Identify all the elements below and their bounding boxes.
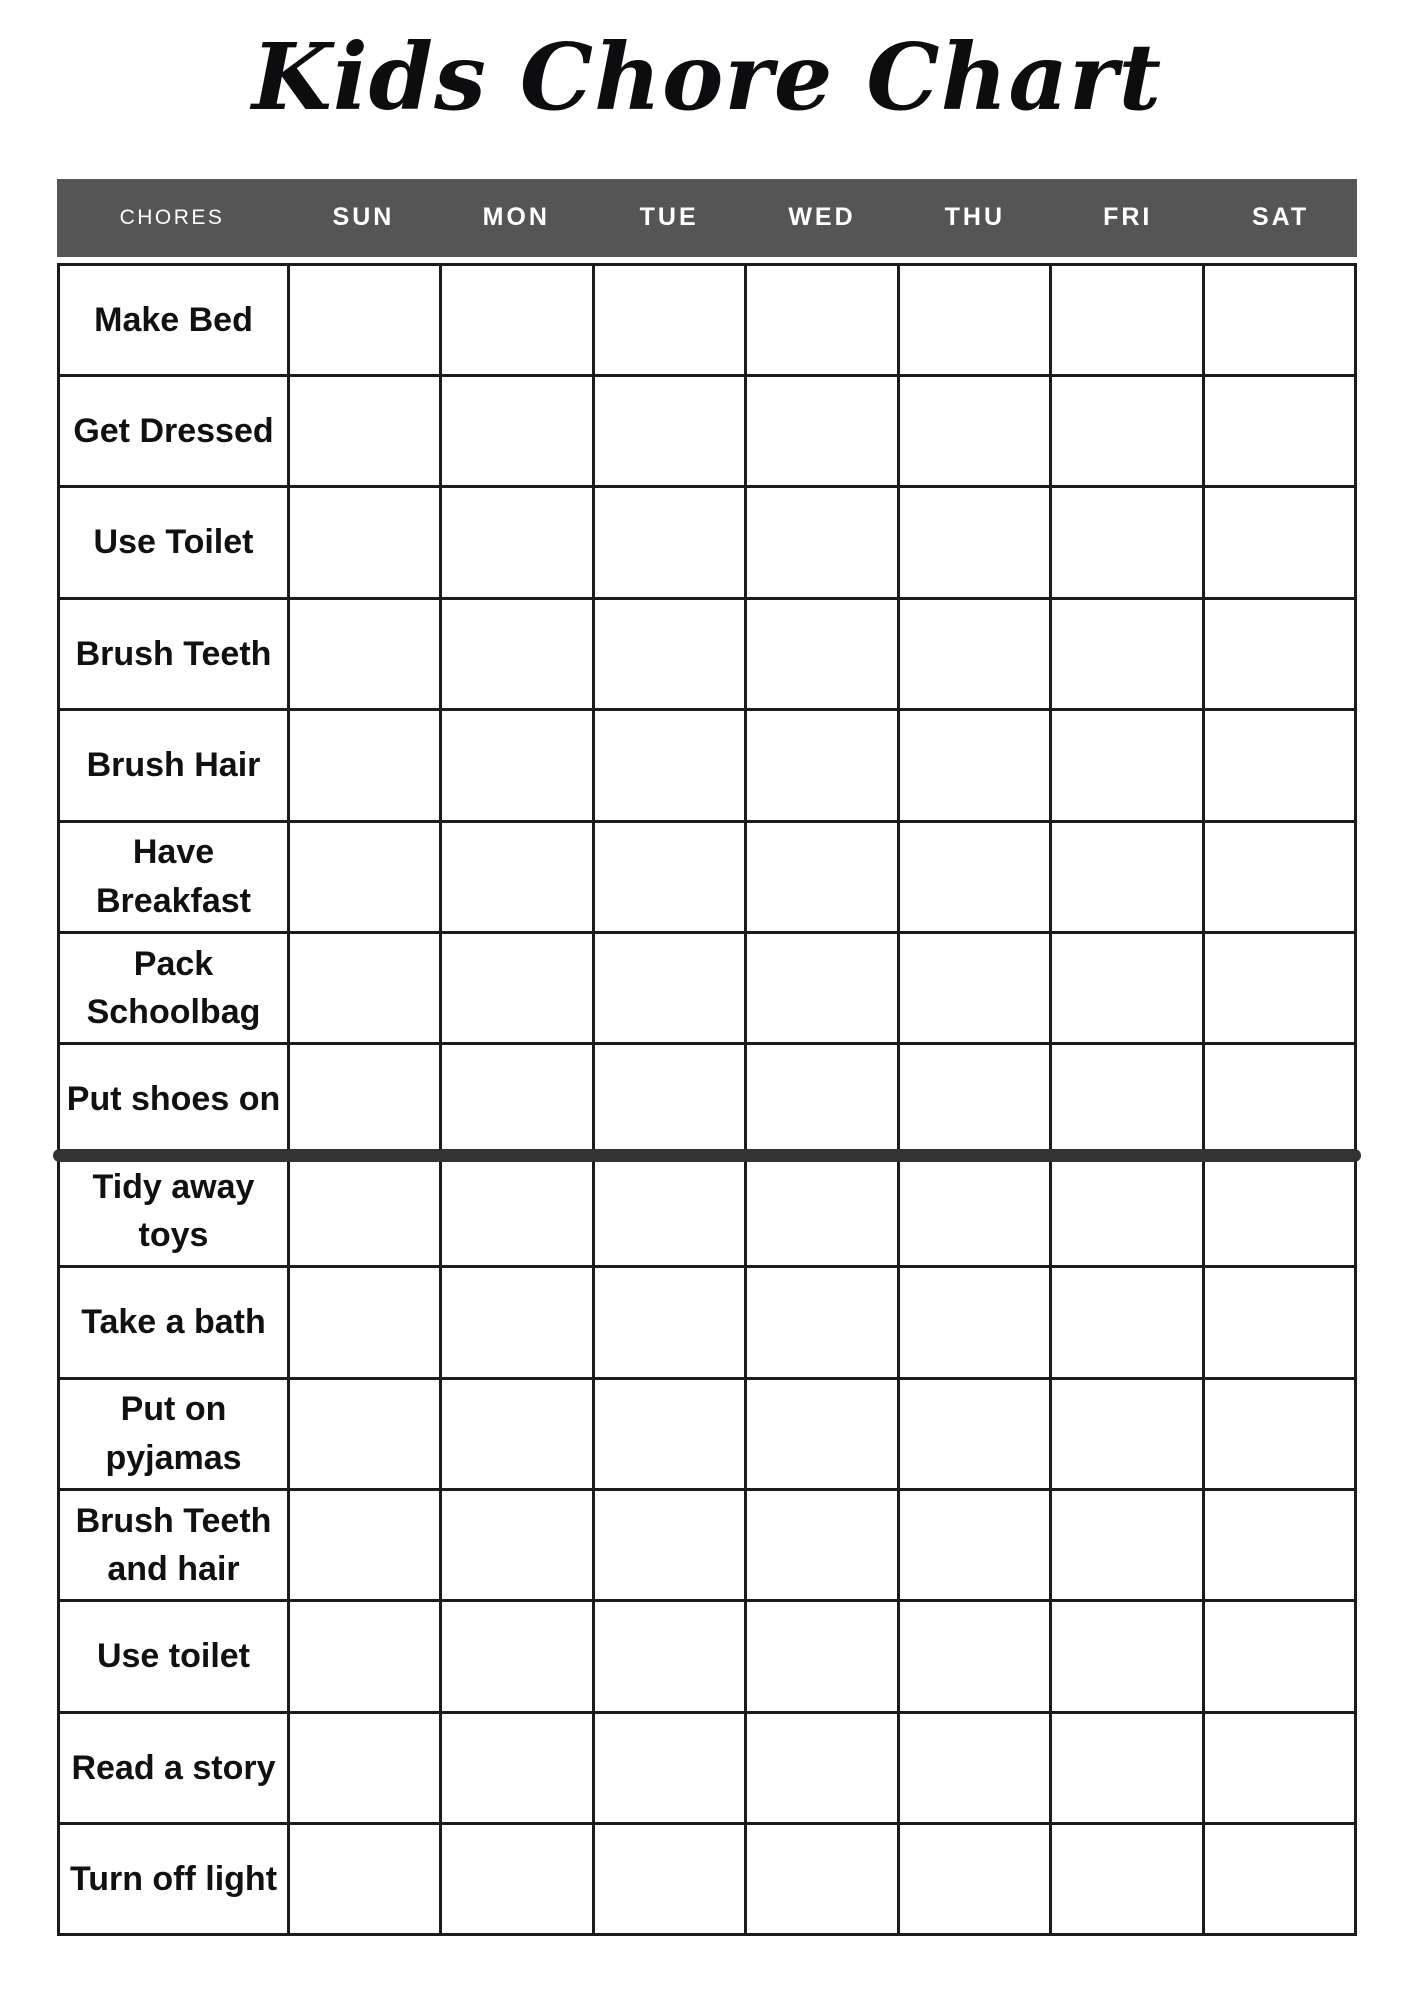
chore-label: Read a story (60, 1714, 290, 1825)
chore-cell-sun (290, 934, 442, 1045)
chore-cell-fri (1052, 1714, 1204, 1825)
chore-cell-thu (900, 488, 1052, 599)
chore-cell-mon (442, 1157, 594, 1268)
chore-label: Use Toilet (60, 488, 290, 599)
chore-cell-tue (595, 1157, 747, 1268)
chore-cell-fri (1052, 377, 1204, 488)
chore-cell-thu (900, 823, 1052, 934)
chore-cell-mon (442, 823, 594, 934)
chore-cell-wed (747, 377, 899, 488)
chore-label: Have Breakfast (60, 823, 290, 934)
chore-cell-tue (595, 934, 747, 1045)
chore-cell-thu (900, 1380, 1052, 1491)
chore-cell-sun (290, 711, 442, 822)
chore-cell-mon (442, 377, 594, 488)
chore-cell-thu (900, 266, 1052, 377)
chore-cell-wed (747, 1491, 899, 1602)
column-header-wed: WED (788, 203, 856, 232)
chore-cell-fri (1052, 934, 1204, 1045)
chore-label: Brush Hair (60, 711, 290, 822)
chore-cell-fri (1052, 488, 1204, 599)
column-header-mon: MON (482, 203, 550, 232)
chore-label: Use toilet (60, 1602, 290, 1713)
chore-cell-sun (290, 1268, 442, 1379)
chore-cell-mon (442, 1491, 594, 1602)
chore-cell-thu (900, 1157, 1052, 1268)
chore-cell-tue (595, 1825, 747, 1936)
chore-cell-wed (747, 488, 899, 599)
chore-cell-sun (290, 1491, 442, 1602)
chore-label: Brush Teeth and hair (60, 1491, 290, 1602)
section-divider (53, 1149, 1361, 1162)
chore-cell-sun (290, 1380, 442, 1491)
chore-cell-tue (595, 377, 747, 488)
chore-cell-sat (1205, 1825, 1357, 1936)
column-header-sat: SAT (1251, 203, 1310, 232)
chore-cell-wed (747, 600, 899, 711)
chore-cell-sun (290, 266, 442, 377)
chore-cell-mon (442, 488, 594, 599)
chore-cell-sat (1205, 600, 1357, 711)
chore-cell-fri (1052, 823, 1204, 934)
chore-chart-page (0, 6, 1414, 2000)
column-header-thu: THU (944, 203, 1006, 232)
chore-label: Pack Schoolbag (60, 934, 290, 1045)
chore-cell-fri (1052, 1602, 1204, 1713)
chore-label: Take a bath (60, 1268, 290, 1379)
chore-grid (57, 263, 1357, 1937)
chore-cell-wed (747, 1602, 899, 1713)
chore-cell-mon (442, 266, 594, 377)
column-header-fri: FRI (1103, 203, 1153, 232)
chore-chart (57, 179, 1357, 1937)
chore-cell-fri (1052, 1157, 1204, 1268)
chore-label: Brush Teeth (60, 600, 290, 711)
chore-cell-sun (290, 1825, 442, 1936)
chore-cell-fri (1052, 1268, 1204, 1379)
chore-cell-fri (1052, 1491, 1204, 1602)
chore-cell-wed (747, 1268, 899, 1379)
chore-cell-tue (595, 1714, 747, 1825)
chore-cell-mon (442, 1602, 594, 1713)
chore-cell-thu (900, 1602, 1052, 1713)
chore-cell-wed (747, 823, 899, 934)
chore-cell-sat (1205, 823, 1357, 934)
chore-cell-sun (290, 600, 442, 711)
table-header (57, 179, 1357, 257)
chore-cell-wed (747, 1157, 899, 1268)
chore-cell-thu (900, 1491, 1052, 1602)
chore-cell-fri (1052, 1045, 1204, 1156)
chore-cell-tue (595, 488, 747, 599)
chore-cell-sat (1205, 1380, 1357, 1491)
chore-cell-sat (1205, 1491, 1357, 1602)
chore-cell-fri (1052, 1825, 1204, 1936)
chore-cell-wed (747, 711, 899, 822)
chore-cell-sat (1205, 266, 1357, 377)
chore-cell-tue (595, 1045, 747, 1156)
chore-label: Tidy away toys (60, 1157, 290, 1268)
chore-cell-mon (442, 1380, 594, 1491)
chore-cell-thu (900, 1825, 1052, 1936)
chore-cell-sun (290, 377, 442, 488)
chore-cell-wed (747, 1825, 899, 1936)
chore-cell-thu (900, 711, 1052, 822)
column-header-sun: SUN (332, 203, 395, 232)
chore-cell-wed (747, 266, 899, 377)
chore-cell-fri (1052, 266, 1204, 377)
chore-cell-sat (1205, 377, 1357, 488)
column-header-chores: CHORES (119, 205, 225, 229)
chore-cell-thu (900, 600, 1052, 711)
chore-cell-sat (1205, 1157, 1357, 1268)
chore-cell-sun (290, 1045, 442, 1156)
chore-cell-sun (290, 1602, 442, 1713)
chore-cell-tue (595, 1602, 747, 1713)
chore-cell-tue (595, 600, 747, 711)
chore-cell-fri (1052, 1380, 1204, 1491)
chore-cell-sat (1205, 1268, 1357, 1379)
chore-cell-tue (595, 1491, 747, 1602)
chore-cell-sun (290, 488, 442, 599)
chore-cell-sat (1205, 934, 1357, 1045)
chore-cell-tue (595, 711, 747, 822)
chore-label: Put on pyjamas (60, 1380, 290, 1491)
chore-cell-thu (900, 1045, 1052, 1156)
chore-cell-fri (1052, 711, 1204, 822)
chore-cell-sun (290, 1157, 442, 1268)
chore-cell-tue (595, 1268, 747, 1379)
chore-cell-mon (442, 600, 594, 711)
chore-cell-sat (1205, 1602, 1357, 1713)
chore-cell-wed (747, 1045, 899, 1156)
chore-cell-tue (595, 823, 747, 934)
chore-cell-mon (442, 934, 594, 1045)
chore-cell-tue (595, 1380, 747, 1491)
chore-cell-sat (1205, 488, 1357, 599)
chore-cell-wed (747, 1380, 899, 1491)
chore-cell-mon (442, 1045, 594, 1156)
chore-cell-mon (442, 1825, 594, 1936)
chore-cell-mon (442, 1268, 594, 1379)
chore-label: Get Dressed (60, 377, 290, 488)
chore-cell-wed (747, 934, 899, 1045)
chore-cell-mon (442, 1714, 594, 1825)
chore-cell-mon (442, 711, 594, 822)
chore-cell-sun (290, 823, 442, 934)
chore-cell-tue (595, 266, 747, 377)
column-header-tue: TUE (639, 203, 699, 232)
chore-cell-sat (1205, 1714, 1357, 1825)
chore-cell-thu (900, 1268, 1052, 1379)
chore-cell-sat (1205, 711, 1357, 822)
chore-cell-wed (747, 1714, 899, 1825)
page-title: Kids Chore Chart (251, 23, 1163, 131)
chore-label: Turn off light (60, 1825, 290, 1936)
chore-cell-thu (900, 377, 1052, 488)
chore-cell-fri (1052, 600, 1204, 711)
chore-label: Make Bed (60, 266, 290, 377)
chore-cell-thu (900, 1714, 1052, 1825)
chore-cell-sat (1205, 1045, 1357, 1156)
chore-cell-thu (900, 934, 1052, 1045)
chore-cell-sun (290, 1714, 442, 1825)
chore-label: Put shoes on (60, 1045, 290, 1156)
